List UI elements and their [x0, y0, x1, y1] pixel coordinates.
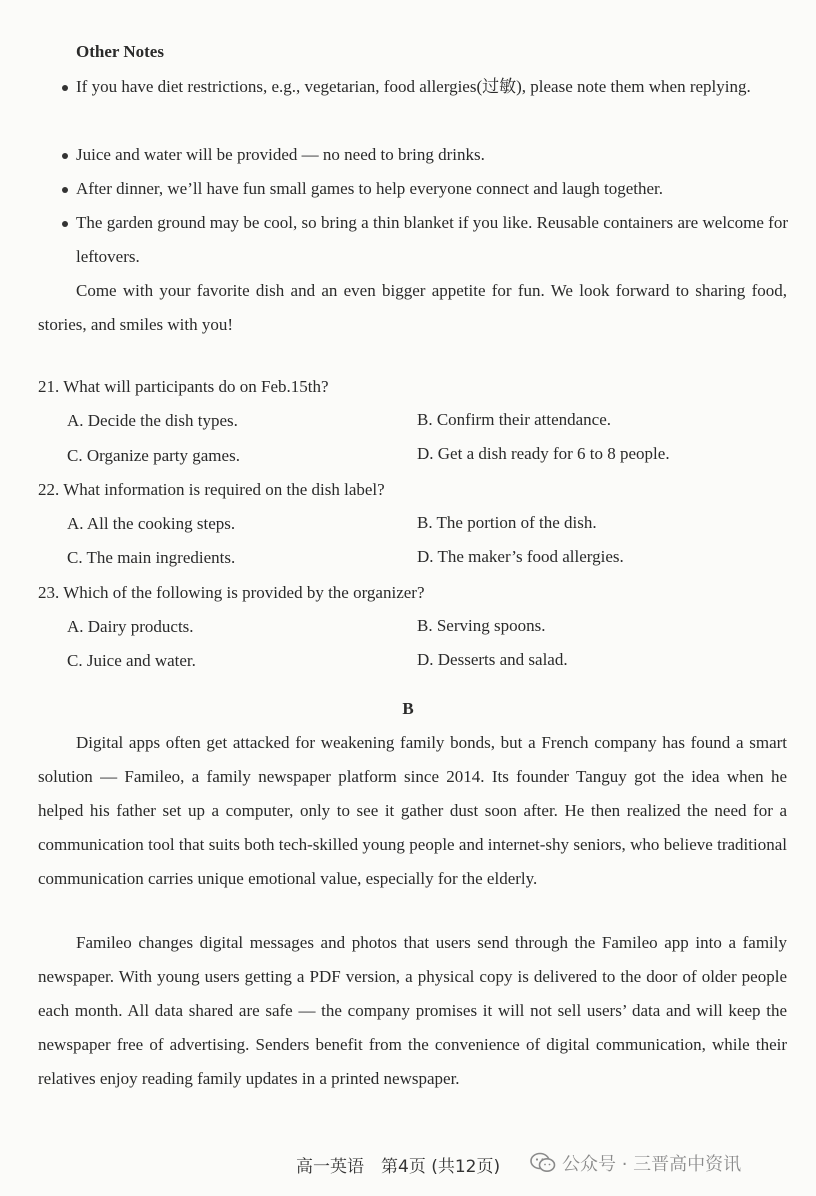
bullet-dot-icon [62, 187, 68, 193]
q21-option-b: B. Confirm their attendance. [417, 410, 612, 429]
q22-option-b: B. The portion of the dish. [417, 513, 597, 532]
note-bullet-1: If you have diet restrictions, e.g., vegetarian, food allergies(过敏), please note them when replying. [62, 70, 788, 104]
q23-option-d: D. Desserts and salad. [417, 650, 568, 669]
q22-option-a: A. All the cooking steps. [67, 514, 236, 533]
wechat-icon [530, 1152, 556, 1174]
bullet-dot-icon [62, 85, 68, 91]
q21-option-d: D. Get a dish ready for 6 to 8 people. [417, 444, 670, 463]
q21-option-c: C. Organize party games. [67, 446, 240, 465]
q22-option-c: C. The main ingredients. [67, 548, 236, 567]
section-b-label: B [402, 699, 414, 718]
note-bullet-2: Juice and water will be provided — no need to bring drinks. [62, 138, 788, 172]
question-22: 22. What information is required on the dish label? [38, 480, 385, 499]
q23-option-c: C. Juice and water. [67, 651, 196, 670]
watermark-text: 公众号 · 三晋高中资讯 [562, 1154, 742, 1175]
note-bullet-4: The garden ground may be cool, so bring a thin blanket if you like. Reusable containers are welcome for leftovers. [62, 206, 788, 274]
q23-option-b: B. Serving spoons. [417, 616, 546, 635]
watermark [530, 1150, 741, 1176]
bullet-dot-icon [62, 221, 68, 227]
passage-b-paragraph-1: Digital apps often get attacked for weakening family bonds, but a French company has found a smart solution — Famileo, a family newspaper platform since 2014. Its founder Tanguy got the idea when he helped his father set up a computer, only to see it gather dust soon after. He then realized the need for a communication tool that suits both tech-skilled young people and internet-shy seniors, who believe traditional communication carries unique emotional value, especially for the elderly. [38, 733, 787, 888]
note-bullet-3: After dinner, we’ll have fun small games to help everyone connect and laugh together. [62, 172, 788, 206]
page-footer: 高一英语 第4页 (共12页) [296, 1157, 501, 1177]
bullet-dot-icon [62, 153, 68, 159]
q21-option-a: A. Decide the dish types. [67, 411, 238, 430]
closing-paragraph: Come with your favorite dish and an even bigger appetite for fun. We look forward to sharing food, stories, and smiles with you! [38, 281, 787, 334]
question-23: 23. Which of the following is provided by the organizer? [38, 583, 425, 602]
question-21: 21. What will participants do on Feb.15th? [38, 377, 329, 396]
other-notes-heading: Other Notes [76, 42, 164, 61]
q23-option-a: A. Dairy products. [67, 617, 194, 636]
passage-b-paragraph-2: Famileo changes digital messages and photos that users send through the Famileo app into a family newspaper. With young users getting a PDF version, a physical copy is delivered to the door of older people each month. All data shared are safe — the company promises it will not sell users’ data and will keep the newspaper free of advertising. Senders benefit from the convenience of digital communication, while their relatives enjoy reading family updates in a printed newspaper. [38, 933, 787, 1088]
q22-option-d: D. The maker’s food allergies. [417, 547, 624, 566]
